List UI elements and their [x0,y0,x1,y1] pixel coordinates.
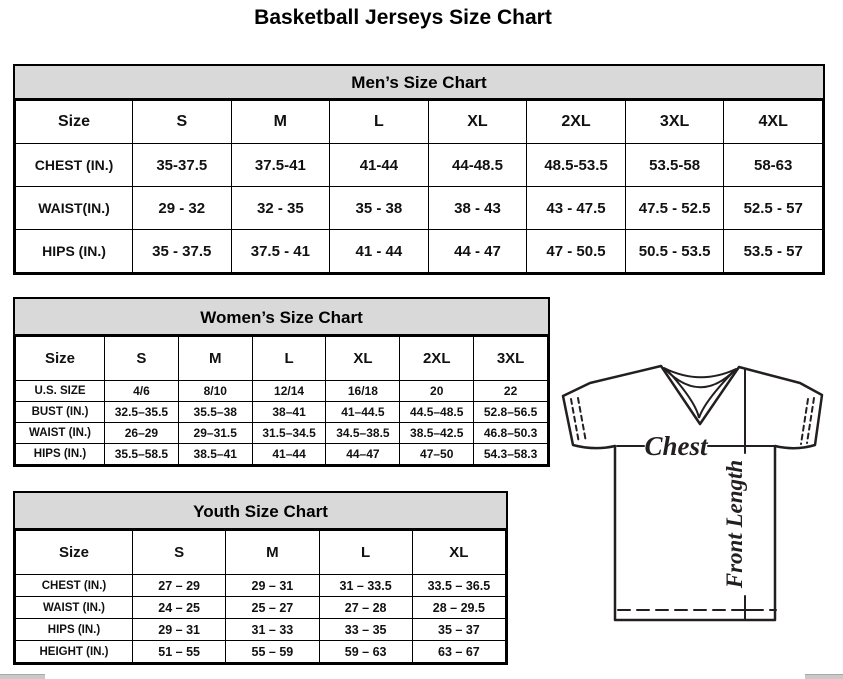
womens-size-chart [13,297,550,467]
mens-size-chart [13,64,825,275]
size-value-cell: 44 - 47 [428,230,527,273]
size-value-cell: 8/10 [178,381,252,402]
size-value-cell: 37.5-41 [231,144,330,187]
size-value-cell: 44-48.5 [428,144,527,187]
size-value-cell: 46.8–50.3 [474,423,548,444]
row-label: HIPS (IN.) [16,230,133,273]
row-label: WAIST (IN.) [16,597,133,619]
table-row [16,641,506,663]
column-header: S [133,531,226,575]
size-value-cell: 33.5 – 36.5 [412,575,505,597]
jersey-measurement-diagram [558,358,843,630]
size-value-cell: 50.5 - 53.5 [625,230,724,273]
size-value-cell: 20 [400,381,474,402]
table-row [16,597,506,619]
collar-back-curve [664,368,736,377]
youth-chart-title: Youth Size Chart [15,493,506,530]
table-row [16,575,506,597]
size-value-cell: 58-63 [724,144,823,187]
row-label: HIPS (IN.) [16,444,105,465]
row-label: U.S. SIZE [16,381,105,402]
left-sleeve-seam-dashes [571,398,586,443]
row-label: CHEST (IN.) [16,144,133,187]
column-header: S [133,101,232,144]
size-value-cell: 31 – 33 [226,619,319,641]
size-value-cell: 33 – 35 [319,619,412,641]
row-label: WAIST (IN.) [16,423,105,444]
womens-table [15,336,548,465]
size-value-cell: 63 – 67 [412,641,505,663]
size-value-cell: 47 - 50.5 [527,230,626,273]
size-value-cell: 32.5–35.5 [105,402,179,423]
size-value-cell: 38 - 43 [428,187,527,230]
row-label: HEIGHT (IN.) [16,641,133,663]
size-value-cell: 29 – 31 [226,575,319,597]
size-value-cell: 31.5–34.5 [252,423,326,444]
size-value-cell: 41–44 [252,444,326,465]
column-header: 4XL [724,101,823,144]
size-value-cell: 28 – 29.5 [412,597,505,619]
size-value-cell: 22 [474,381,548,402]
column-header-row [16,531,506,575]
chest-label: Chest [644,431,708,461]
column-header: 2XL [400,337,474,381]
column-header: XL [326,337,400,381]
size-value-cell: 51 – 55 [133,641,226,663]
column-header: 3XL [474,337,548,381]
youth-table [15,530,506,663]
size-value-cell: 29–31.5 [178,423,252,444]
size-value-cell: 26–29 [105,423,179,444]
column-header: M [178,337,252,381]
size-value-cell: 48.5-53.5 [527,144,626,187]
size-value-cell: 34.5–38.5 [326,423,400,444]
size-value-cell: 4/6 [105,381,179,402]
size-value-cell: 25 – 27 [226,597,319,619]
front-length-label: Front Length [722,459,747,589]
womens-chart-title: Women’s Size Chart [15,299,548,336]
table-row [16,402,548,423]
size-value-cell: 54.3–58.3 [474,444,548,465]
size-value-cell: 35.5–38 [178,402,252,423]
size-value-cell: 16/18 [326,381,400,402]
size-value-cell: 35 - 37.5 [133,230,232,273]
column-header: L [252,337,326,381]
size-value-cell: 12/14 [252,381,326,402]
mens-chart-title: Men’s Size Chart [15,66,823,100]
size-value-cell: 35 – 37 [412,619,505,641]
column-header: Size [16,101,133,144]
size-value-cell: 52.8–56.5 [474,402,548,423]
size-value-cell: 53.5-58 [625,144,724,187]
size-value-cell: 41–44.5 [326,402,400,423]
front-length-line-bottom [739,596,751,620]
horizontal-scrollbar-left-fragment[interactable] [0,674,45,679]
table-row [16,230,823,273]
column-header: 3XL [625,101,724,144]
column-header: M [231,101,330,144]
column-header: XL [428,101,527,144]
mens-table [15,100,823,273]
size-value-cell: 43 - 47.5 [527,187,626,230]
size-value-cell: 27 – 28 [319,597,412,619]
size-value-cell: 29 - 32 [133,187,232,230]
size-value-cell: 52.5 - 57 [724,187,823,230]
size-value-cell: 47.5 - 52.5 [625,187,724,230]
size-value-cell: 55 – 59 [226,641,319,663]
right-sleeve-seam-dashes [801,398,814,444]
column-header: Size [16,337,105,381]
size-value-cell: 24 – 25 [133,597,226,619]
column-header: Size [16,531,133,575]
size-value-cell: 53.5 - 57 [724,230,823,273]
size-value-cell: 31 – 33.5 [319,575,412,597]
size-value-cell: 38.5–41 [178,444,252,465]
column-header: 2XL [527,101,626,144]
size-value-cell: 35 - 38 [330,187,429,230]
table-row [16,381,548,402]
size-value-cell: 35.5–58.5 [105,444,179,465]
size-value-cell: 44–47 [326,444,400,465]
table-row [16,423,548,444]
column-header: XL [412,531,505,575]
size-value-cell: 41-44 [330,144,429,187]
jersey-diagram-svg [558,358,843,630]
horizontal-scrollbar-right-fragment[interactable] [805,674,843,679]
size-value-cell: 41 - 44 [330,230,429,273]
youth-size-chart [13,491,508,665]
table-row [16,187,823,230]
table-row [16,444,548,465]
size-value-cell: 27 – 29 [133,575,226,597]
row-label: BUST (IN.) [16,402,105,423]
size-value-cell: 38.5–42.5 [400,423,474,444]
table-row [16,144,823,187]
row-label: WAIST(IN.) [16,187,133,230]
size-value-cell: 47–50 [400,444,474,465]
size-value-cell: 59 – 63 [319,641,412,663]
size-value-cell: 44.5–48.5 [400,402,474,423]
column-header-row [16,337,548,381]
row-label: CHEST (IN.) [16,575,133,597]
size-value-cell: 32 - 35 [231,187,330,230]
size-value-cell: 29 – 31 [133,619,226,641]
column-header: S [105,337,179,381]
column-header: L [319,531,412,575]
size-value-cell: 38–41 [252,402,326,423]
row-label: HIPS (IN.) [16,619,133,641]
table-row [16,619,506,641]
size-value-cell: 35-37.5 [133,144,232,187]
column-header: M [226,531,319,575]
column-header-row [16,101,823,144]
page-title: Basketball Jerseys Size Chart [254,6,552,29]
size-value-cell: 37.5 - 41 [231,230,330,273]
column-header: L [330,101,429,144]
